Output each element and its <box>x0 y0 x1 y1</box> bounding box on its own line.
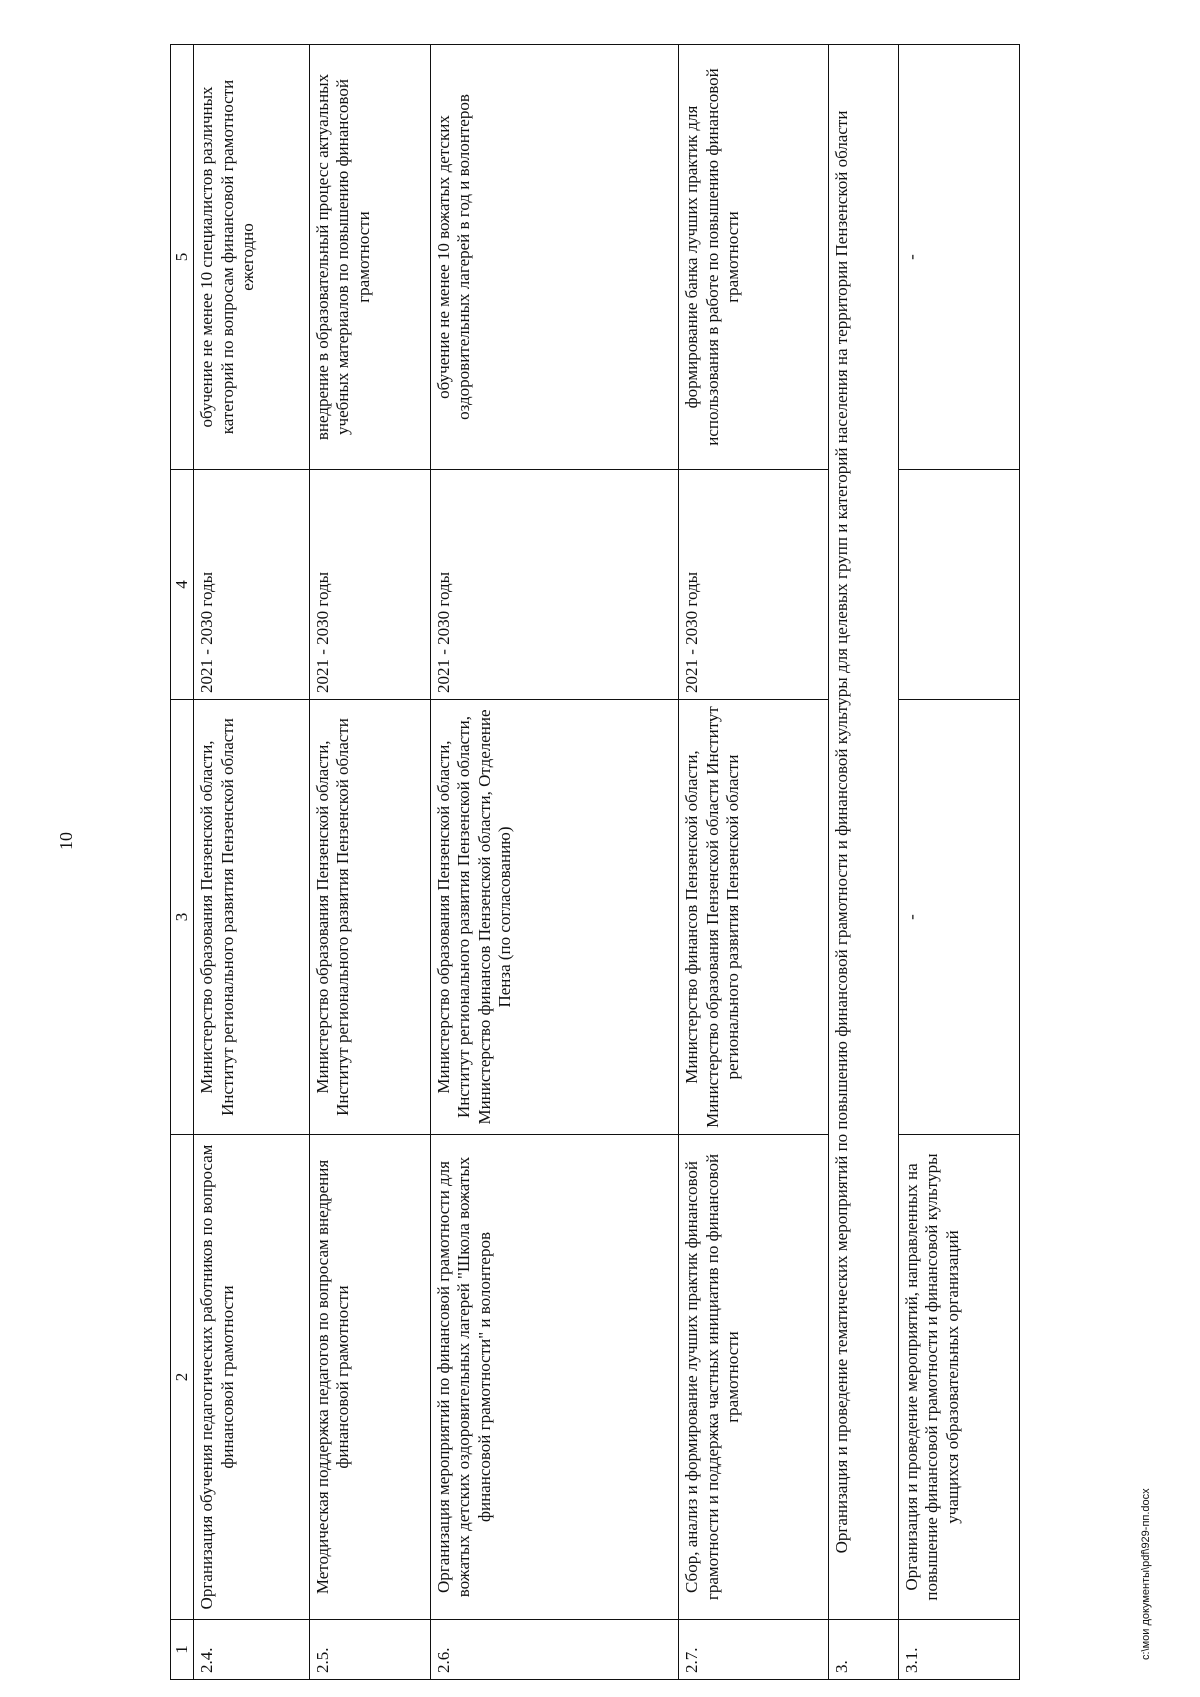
row-result: внедрение в образовательный процесс актуальных учебных материалов по повышению финансовой грамотности <box>309 45 430 470</box>
row-result: формирование банка лучших практик для использования в работе по повышению финансовой грамотности <box>679 45 829 470</box>
row-event: Организация мероприятий по финансовой грамотности для вожатых детских оздоровительных лагерей "Школа вожатых финансовой грамотности" и волонтеров <box>431 1135 679 1620</box>
table-row <box>309 45 430 1680</box>
row-number: 2.7. <box>679 1620 829 1680</box>
row-period <box>898 470 1019 700</box>
row-result: обучение не менее 10 вожатых детских оздоровительных лагерей в год и волонтеров <box>431 45 679 470</box>
row-executor: Министерство образования Пензенской области, Институт регионального развития Пензенской области <box>194 700 309 1135</box>
row-period: 2021 - 2030 годы <box>679 470 829 700</box>
row-executor: Министерство образования Пензенской области, Институт регионального развития Пензенской области <box>309 700 430 1135</box>
row-period: 2021 - 2030 годы <box>309 470 430 700</box>
row-result: обучение не менее 10 специалистов различных категорий по вопросам финансовой грамотности ежегодно <box>194 45 309 470</box>
row-event: Организация обучения педагогических работников по вопросам финансовой грамотности <box>194 1135 309 1620</box>
table-row <box>679 45 829 1680</box>
row-result: - <box>898 45 1019 470</box>
row-event: Сбор, анализ и формирование лучших практик финансовой грамотности и поддержка частных инициатив по финансовой грамотности <box>679 1135 829 1620</box>
row-number: 2.4. <box>194 1620 309 1680</box>
section-row <box>829 45 898 1680</box>
header-col-1: 1 <box>171 1620 194 1680</box>
header-col-4: 4 <box>171 470 194 700</box>
row-event: Организация и проведение мероприятий, направленных на повышение финансовой грамотности и финансовой культуры учащихся образовательных организаций <box>898 1135 1019 1620</box>
row-executor: Министерство финансов Пензенской области, Министерство образования Пензенской области Институт регионального развития Пензенской области <box>679 700 829 1135</box>
row-number: 3.1. <box>898 1620 1019 1680</box>
row-number: 2.5. <box>309 1620 430 1680</box>
rotated-table-wrapper <box>170 45 1020 1680</box>
header-col-5: 5 <box>171 45 194 470</box>
section-title: Организация и проведение тематических мероприятий по повышению финансовой грамотности и финансовой культуры для целевых групп и категорий населения на территории Пензенской области <box>829 45 898 1620</box>
footer-file-path: с:\мои документы\pdf\929-пп.docx <box>1140 1488 1152 1660</box>
row-executor: - <box>898 700 1019 1135</box>
row-executor: Министерство образования Пензенской области, Институт регионального развития Пензенской области, Министерство финансов Пензенской области, Отделение Пенза (по согласованию) <box>431 700 679 1135</box>
page-number: 10 <box>56 832 76 850</box>
header-col-3: 3 <box>171 700 194 1135</box>
header-col-2: 2 <box>171 1135 194 1620</box>
section-number: 3. <box>829 1620 898 1680</box>
header-row <box>171 45 194 1680</box>
table-row <box>194 45 309 1680</box>
row-period: 2021 - 2030 годы <box>431 470 679 700</box>
row-number: 2.6. <box>431 1620 679 1680</box>
events-table <box>170 44 1020 1680</box>
row-event: Методическая поддержка педагогов по вопросам внедрения финансовой грамотности <box>309 1135 430 1620</box>
row-period: 2021 - 2030 годы <box>194 470 309 700</box>
table-row <box>431 45 679 1680</box>
table-row <box>898 45 1019 1680</box>
